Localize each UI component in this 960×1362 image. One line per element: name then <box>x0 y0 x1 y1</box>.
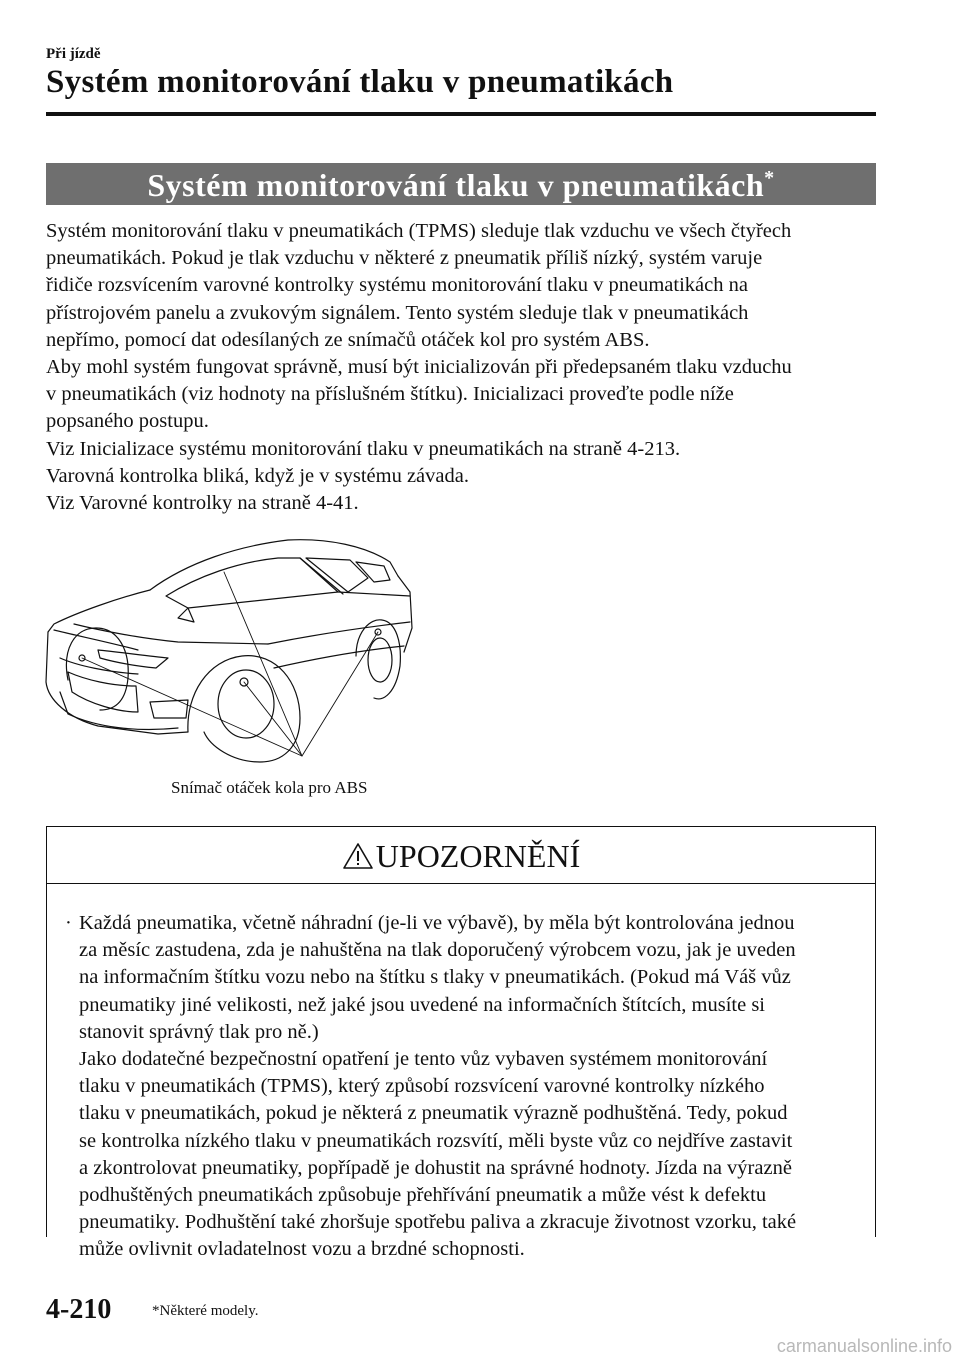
car-illustration <box>38 532 420 770</box>
footnote: *Některé modely. <box>152 1303 259 1319</box>
section-title: Systém monitorování tlaku v pneumatikách <box>147 167 765 203</box>
warning-triangle-icon <box>342 842 374 870</box>
section-banner <box>46 163 876 205</box>
warning-line: Každá pneumatika, včetně náhradní (je-li ve výbavě), by měla být kontrolována jednou <box>79 912 795 934</box>
section-marker: * <box>764 167 775 189</box>
warning-line: stanovit správný tlak pro ně.) <box>79 1020 319 1043</box>
body-line: Aby mohl systém fungovat správně, musí být inicializován při předepsaném tlaku vzduchu <box>46 356 792 379</box>
title-rule <box>46 112 876 116</box>
body-line: Systém monitorování tlaku v pneumatikách (TPMS) sleduje tlak vzduchu ve všech čtyřech <box>46 220 792 242</box>
warning-line: a zkontrolovat pneumatiky, popřípadě je dohustit na správné hodnoty. Jízda na výrazně <box>79 1156 792 1179</box>
warning-line: pneumatiky. Podhuštění také zhoršuje spotřebu paliva a zkracuje životnost vzorku, také <box>79 1211 797 1234</box>
body-line: řidiče rozsvícením varovné kontrolky systému monitorování tlaku v pneumatikách na <box>46 274 748 297</box>
body-line: popsaného postupu. <box>46 410 209 433</box>
warning-body <box>47 884 875 1264</box>
body-line: Varovná kontrolka bliká, když je v systému závada. <box>46 464 469 487</box>
warning-line: pneumatiky jiné velikosti, než jaké jsou uvedené na informačních štítcích, musíte si <box>79 993 765 1016</box>
warning-line: tlaku v pneumatikách, pokud je některá z pneumatik výrazně podhuštěná. Tedy, pokud <box>79 1102 788 1125</box>
warning-heading-text: UPOZORNĚNÍ <box>375 838 581 874</box>
warning-line: Jako dodatečné bezpečnostní opatření je tento vůz vybaven systémem monitorování <box>79 1048 768 1071</box>
warning-line: může ovlivnit ovladatelnost vozu a brzdné schopnosti. <box>79 1238 525 1261</box>
page-title: Systém monitorování tlaku v pneumatikách <box>46 64 674 100</box>
figure-caption: Snímač otáček kola pro ABS <box>171 778 368 797</box>
watermark: carmanualsonline.info <box>776 1336 952 1356</box>
page-number: 4-210 <box>46 1294 112 1325</box>
warning-item <box>65 910 851 1264</box>
section-kicker: Při jízdě <box>46 46 101 62</box>
warning-line: se kontrolka nízkého tlaku v pneumatikách rozsvítí, měli byste vůz co nejdříve zastavit <box>79 1129 793 1152</box>
body-line: v pneumatikách (viz hodnoty na příslušném štítku). Inicializaci proveďte podle níže <box>46 383 734 406</box>
body-line: nepřímo, pomocí dat odesílaných ze snímačů otáček kol pro systém ABS. <box>46 328 650 351</box>
bullet: · <box>65 912 72 934</box>
warning-line: tlaku v pneumatikách (TPMS), který způsobí rozsvícení varovné kontrolky nízkého <box>79 1075 765 1098</box>
warning-line: na informačním štítku vozu nebo na štítku s tlaky v pneumatikách. (Pokud má Váš vůz <box>79 966 791 989</box>
body-line: přístrojovém panelu a zvukovým signálem. Tento systém sleduje tlak v pneumatikách <box>46 301 749 324</box>
body-line: pneumatikách. Pokud je tlak vzduchu v některé z pneumatik příliš nízký, systém varuje <box>46 247 763 270</box>
warning-line: podhuštěných pneumatikách způsobuje přehřívání pneumatik a může vést k defektu <box>79 1184 767 1207</box>
warning-line: za měsíc zastudena, zda je nahuštěna na tlak doporučený výrobcem vozu, jak je uveden <box>79 939 796 962</box>
body-line: Viz Varovné kontrolky na straně 4-41. <box>46 492 359 515</box>
body-text <box>46 218 876 517</box>
warning-box <box>46 826 876 1261</box>
body-line: Viz Inicializace systému monitorování tlaku v pneumatikách na straně 4-213. <box>46 437 681 460</box>
warning-heading <box>47 827 875 884</box>
